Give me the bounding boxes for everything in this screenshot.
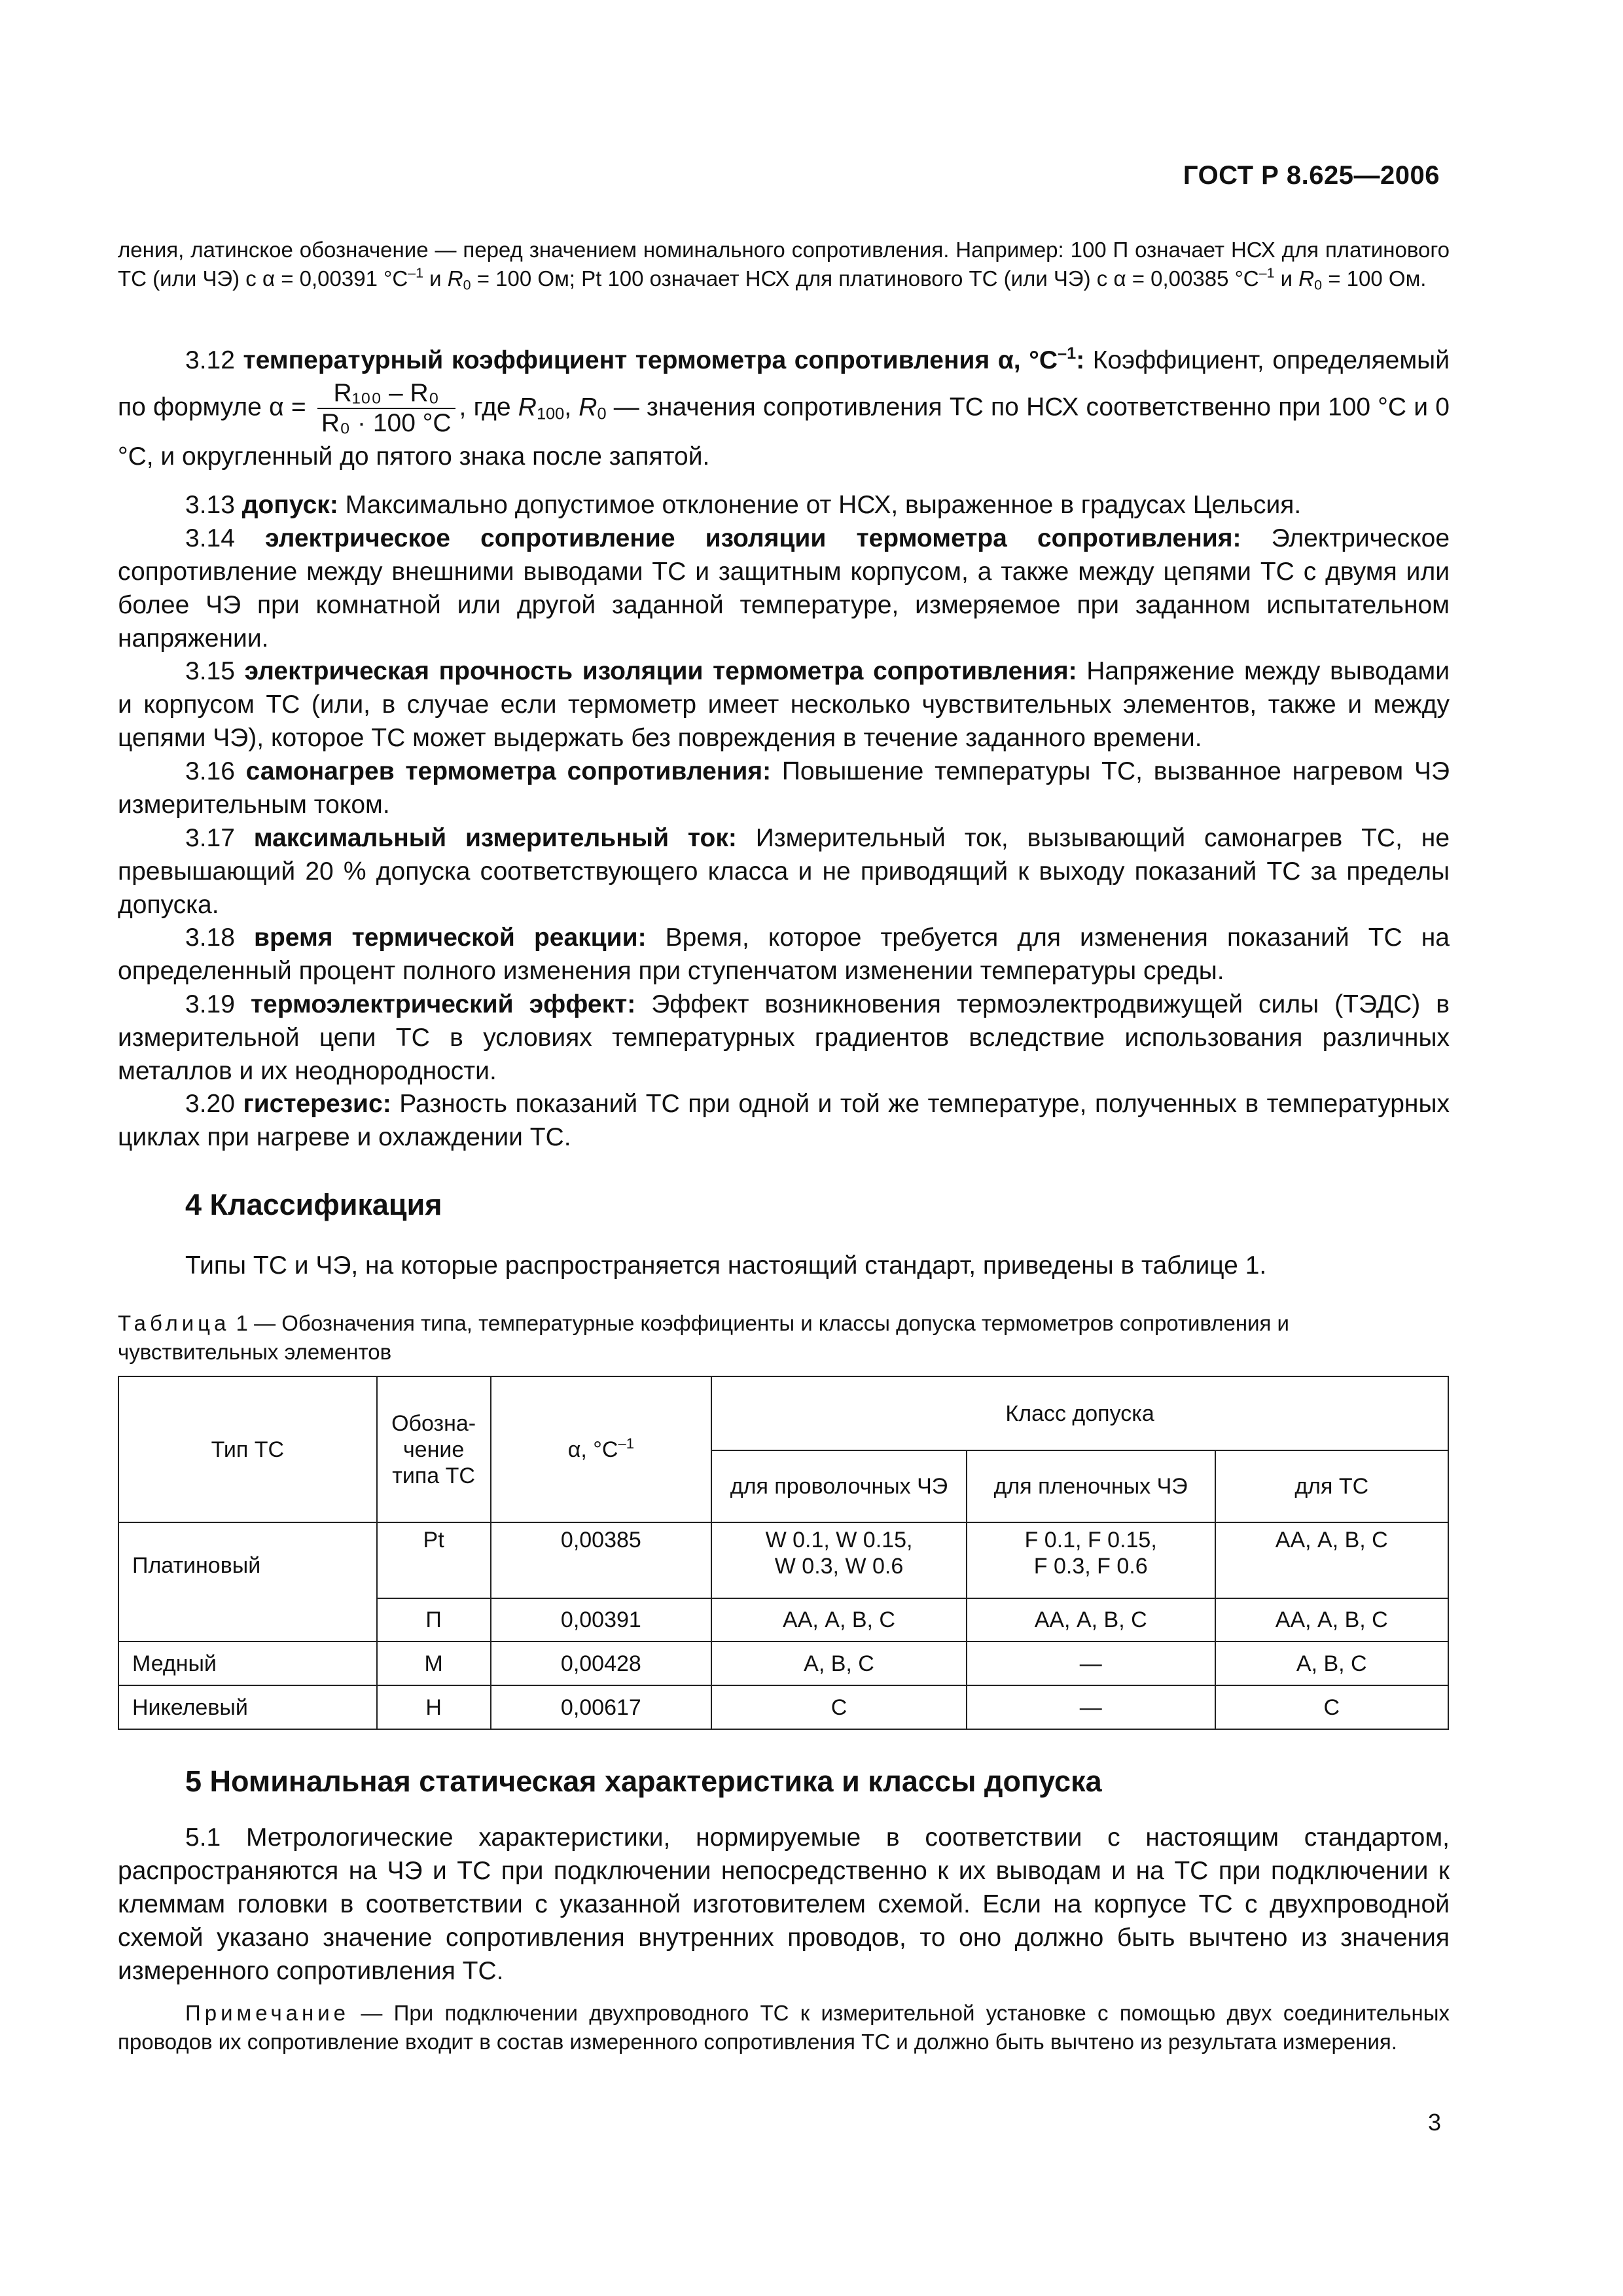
definition-3-12: 3.12 температурный коэффициент термометра сопротивления α, $^\circ С^{-1}$: Коэффициент, определяемый по формуле α = $\frac{\text{R₁₀₀ – R₀}}{\text{R₀ · 100 °С}}$ , где $R_{100}$, $R_0$ — значения сопротивления ТС по НСХ соответственно при 100 °С и 0 °С, и округленный до пятого знака после запятой.: [118, 344, 1450, 471]
intro-paragraph: ления, латинское обозначение — перед значением номинального сопротивления. Например: 100 П означает НСХ для платинового ТС (или ЧЭ) с α = 0,00391 $^\circ С^{-1}$ и $R_0 = 100$ Ом; Pt 100 означает НСХ для платинового ТС (или ЧЭ) с α = 0,00385 $^\circ С^{-1}$ и $R_0 = 100$ Ом.: [118, 238, 1450, 293]
cell-ts: АА, А, В, С: [1215, 1598, 1448, 1641]
section-4-text: Типы ТС и ЧЭ, на которые распространяется настоящий стандарт, приведены в таблице 1.: [185, 1251, 1267, 1280]
definition-3-20: 3.20 гистерезис: Разность показаний ТС при одной и той же температуре, полученных в температурных циклах при нагреве и охлаждении ТС.: [118, 1090, 1450, 1151]
header-wire: для проволочных ЧЭ: [711, 1450, 967, 1522]
table-row: [118, 1685, 1448, 1729]
cell-wire: А, В, С: [711, 1641, 967, 1685]
paragraph-5-1: 5.1 Метрологические характеристики, нормируемые в соответствии с настоящим стандартом, распространяются на ЧЭ и ТС при подключении непосредственно к их выводам и на ТС при подключении к клеммам головки в соответствии с указанной изготовителем схемой. Если на корпусе ТС с двухпроводной схемой указано значение сопротивления внутренних проводов, то оно должно быть вычтено из значения измеренного сопротивления ТС.: [118, 1823, 1450, 1985]
cell-type: Платиновый: [118, 1522, 377, 1641]
cell-film: АА, А, В, С: [967, 1598, 1215, 1641]
cell-alpha: 0,00385: [491, 1522, 712, 1598]
cell-alpha: 0,00428: [491, 1641, 712, 1685]
table-row: [118, 1641, 1448, 1685]
table-row: [118, 1522, 1448, 1598]
section-5-heading: 5 Номинальная статическая характеристика и классы допуска: [185, 1765, 1102, 1798]
term: самонагрев термометра сопротивления:: [245, 757, 772, 785]
cell-designation: Н: [377, 1685, 491, 1729]
alpha-formula: $\frac{\text{R₁₀₀ – R₀}}{\text{R₀ · 100 °С}}$: [317, 379, 455, 438]
cell-wire: W 0.1, W 0.15, W 0.3, W 0.6: [711, 1522, 967, 1598]
note-paragraph: Примечание — При подключении двухпроводного ТС к измерительной установке с помощью двух соединительных проводов их сопротивление входит в состав измеренного сопротивления ТС и должно быть вычтено из результата измерения.: [118, 2001, 1450, 2054]
cell-designation: Pt: [377, 1522, 491, 1598]
definition-3-18: 3.18 время термической реакции: Время, которое требуется для изменения показаний ТС на определенный процент полного изменения при ступенчатом изменении температуры среды.: [118, 924, 1450, 985]
definition-3-17: 3.17 максимальный измерительный ток: Измерительный ток, вызывающий самонагрев ТС, не превышающий 20 % допуска соответствующего класса и не приводящий к выходу показаний ТС за пределы допуска.: [118, 824, 1450, 919]
term: гистерезис:: [243, 1090, 391, 1118]
term: термоэлектрический эффект:: [250, 990, 636, 1018]
intro-text-1: ления, латинское обозначение — перед значением номинального сопротивления. Например: 100 П означает НСХ для платинового ТС (или ЧЭ) с α = 0,00391 °С: [118, 238, 1450, 291]
cell-ts: А, В, С: [1215, 1641, 1448, 1685]
definition-3-15: 3.15 электрическая прочность изоляции термометра сопротивления: Напряжение между выводами и корпусом ТС (или, в случае если термометр имеет несколько чувствительных элементов, также и между цепями ЧЭ), которое ТС может выдержать без повреждения в течение заданного времени.: [118, 657, 1450, 752]
header-film: для пленочных ЧЭ: [967, 1450, 1215, 1522]
cell-alpha: 0,00617: [491, 1685, 712, 1729]
definition-3-16: 3.16 самонагрев термометра сопротивления: Повышение температуры ТС, вызванное нагревом ЧЭ измерительным током.: [118, 757, 1450, 819]
header-type: Тип ТС: [118, 1376, 377, 1522]
header-alpha: α, $^\circ С^{-1}$: [491, 1376, 712, 1522]
table-1: [118, 1376, 1449, 1730]
cell-designation: М: [377, 1641, 491, 1685]
page-number: 3: [1427, 2109, 1441, 2136]
term: электрическая прочность изоляции термометра сопротивления:: [244, 657, 1077, 685]
term: время термической реакции:: [253, 924, 647, 952]
header-designation: Обозна-чение типа ТС: [377, 1376, 491, 1522]
term: температурный коэффициент термометра сопротивления α, $^\circ С^{-1}$:: [243, 344, 1085, 374]
cell-alpha: 0,00391: [491, 1598, 712, 1641]
cell-ts: С: [1215, 1685, 1448, 1729]
cell-type: Никелевый: [118, 1685, 377, 1729]
definition-3-13: 3.13 допуск: Максимально допустимое отклонение от НСХ, выраженное в градусах Цельсия.: [185, 491, 1302, 519]
cell-film: —: [967, 1641, 1215, 1685]
cell-type: Медный: [118, 1641, 377, 1685]
definition-3-19: 3.19 термоэлектрический эффект: Эффект возникновения термоэлектродвижущей силы (ТЭДС) в измерительной цепи ТС в условиях температурных градиентов вследствие использования различных металлов и их неоднородности.: [118, 990, 1450, 1085]
term: максимальный измерительный ток:: [253, 824, 737, 852]
cell-designation: П: [377, 1598, 491, 1641]
section-4-heading: 4 Классификация: [185, 1188, 442, 1221]
cell-ts: АА, А, В, С: [1215, 1522, 1448, 1598]
cell-film: F 0.1, F 0.15, F 0.3, F 0.6: [967, 1522, 1215, 1598]
cell-film: —: [967, 1685, 1215, 1729]
definition-3-14: 3.14 электрическое сопротивление изоляции термометра сопротивления: Электрическое сопротивление между внешними выводами ТС и защитным корпусом, а также между цепями ТС с двумя или более ЧЭ при комнатной или другой заданной температуре, измеряемое при заданном испытательном напряжении.: [118, 524, 1450, 653]
cell-wire: С: [711, 1685, 967, 1729]
document-id-header: ГОСТ Р 8.625—2006: [1183, 161, 1440, 190]
table-1-caption: Таблица 1 — Обозначения типа, температурные коэффициенты и классы допуска термометров сопротивления и чувствительных элементов: [118, 1311, 1289, 1364]
term: электрическое сопротивление изоляции термометра сопротивления:: [265, 524, 1241, 552]
term: допуск:: [241, 491, 338, 519]
header-ts: для ТС: [1215, 1450, 1448, 1522]
header-tolerance-class: Класс допуска: [711, 1376, 1448, 1450]
cell-wire: АА, А, В, С: [711, 1598, 967, 1641]
